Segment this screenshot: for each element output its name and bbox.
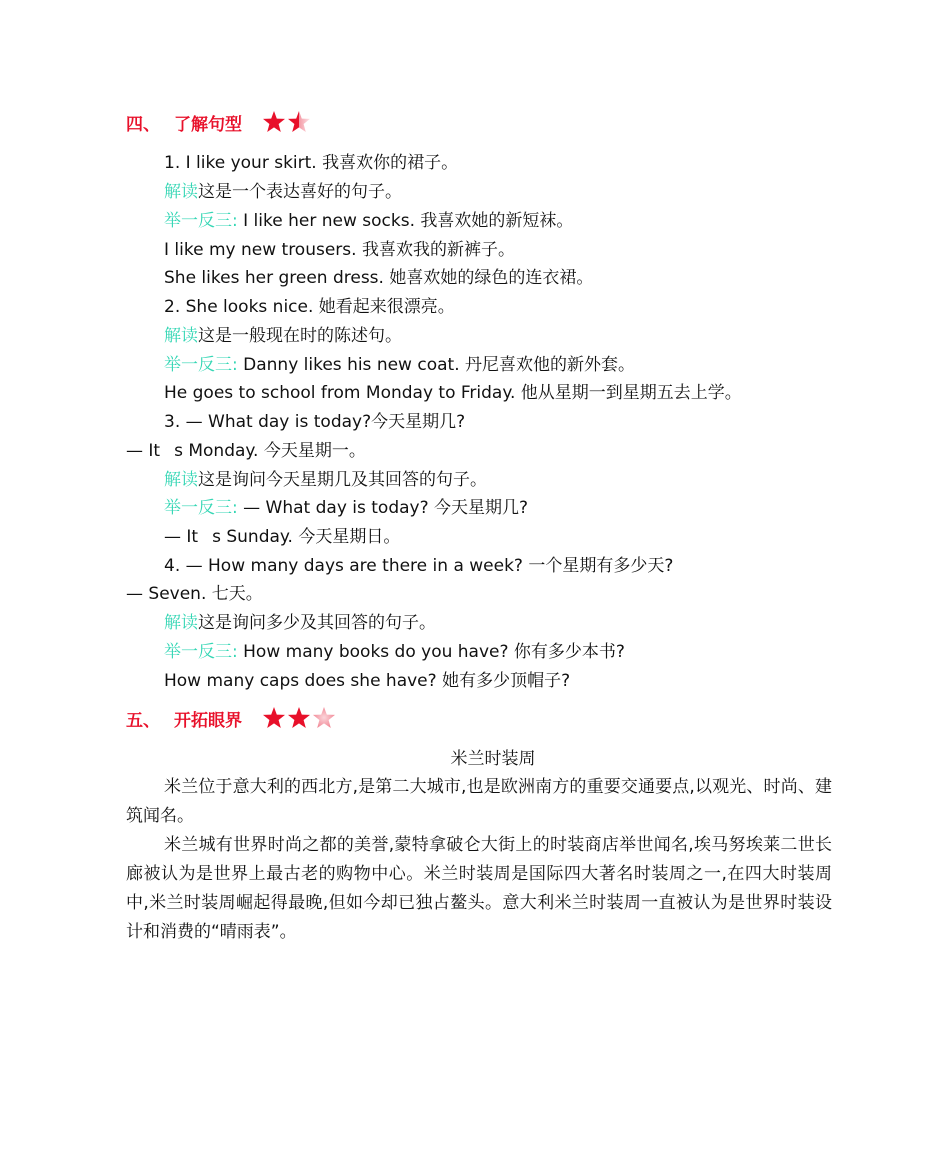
difficulty-rating bbox=[262, 110, 312, 134]
article-paragraph: 米兰位于意大利的西北方,是第二大城市,也是欧洲南方的重要交通要点,以观光、时尚、建筑闻名。 bbox=[126, 777, 832, 826]
section-title: 了解句型 bbox=[174, 114, 242, 135]
example-line: How many caps does she have? 她有多少顶帽子? bbox=[164, 671, 571, 691]
article-paragraph: 米兰城有世界时尚之都的美誉,蒙特拿破仑大街上的时装商店举世闻名,埃马努埃莱二世长廊被认为是世界上最古老的购物中心。米兰时装周是国际四大著名时装周之一,在四大时装周中,米兰时装周崛起得最晚,但如今却已独占鳌头。意大利米兰时装周一直被认为是世界时装设计和消费的“晴雨表”。 bbox=[126, 835, 832, 942]
tag-explain: 解读 bbox=[164, 613, 198, 633]
answer-line: — Seven. 七天。 bbox=[126, 584, 263, 604]
example-line: 举一反三: Danny likes his new coat. 丹尼喜欢他的新外套。 bbox=[164, 355, 636, 375]
section-heading-5 bbox=[126, 703, 337, 733]
tag-explain: 解读 bbox=[164, 326, 198, 346]
star-filled-icon bbox=[262, 110, 286, 134]
article-title: 米兰时装周 bbox=[450, 749, 536, 769]
tag-examples: 举一反三: bbox=[164, 355, 238, 375]
explanation-line: 解读这是询问今天星期几及其回答的句子。 bbox=[164, 470, 487, 490]
example-line: She likes her green dress. 她喜欢她的绿色的连衣裙。 bbox=[164, 268, 594, 288]
section-heading-4 bbox=[126, 107, 312, 137]
explanation-line: 解读这是询问多少及其回答的句子。 bbox=[164, 613, 436, 633]
star-filled-icon bbox=[262, 706, 286, 730]
section-title: 开拓眼界 bbox=[174, 710, 242, 731]
example-line: 举一反三: I like her new socks. 我喜欢她的新短袜。 bbox=[164, 211, 574, 231]
difficulty-rating bbox=[262, 706, 337, 730]
tag-explain: 解读 bbox=[164, 470, 198, 490]
sentence-line: 2. She looks nice. 她看起来很漂亮。 bbox=[164, 297, 455, 317]
tag-examples: 举一反三: bbox=[164, 211, 238, 231]
star-half-icon bbox=[287, 110, 311, 134]
explanation-line: 解读这是一般现在时的陈述句。 bbox=[164, 326, 402, 346]
section-number: 五、 bbox=[126, 710, 160, 731]
star-faded-icon bbox=[312, 706, 336, 730]
sentence-line: 4. — How many days are there in a week? 一个星期有多少天? bbox=[164, 556, 674, 576]
tag-examples: 举一反三: bbox=[164, 642, 238, 662]
explanation-line: 解读这是一个表达喜好的句子。 bbox=[164, 182, 402, 202]
example-line: — It s Sunday. 今天星期日。 bbox=[164, 527, 401, 547]
section-number: 四、 bbox=[126, 114, 160, 135]
tag-examples: 举一反三: bbox=[164, 498, 238, 518]
tag-explain: 解读 bbox=[164, 182, 198, 202]
example-line: He goes to school from Monday to Friday. 他从星期一到星期五去上学。 bbox=[164, 383, 742, 403]
example-line: 举一反三: How many books do you have? 你有多少本书? bbox=[164, 642, 625, 662]
sentence-line: 1. I like your skirt. 我喜欢你的裙子。 bbox=[164, 153, 459, 173]
star-filled-icon bbox=[287, 706, 311, 730]
answer-line: — It s Monday. 今天星期一。 bbox=[126, 441, 366, 461]
sentence-line: 3. — What day is today?今天星期几? bbox=[164, 412, 466, 432]
example-line: 举一反三: — What day is today? 今天星期几? bbox=[164, 498, 529, 518]
example-line: I like my new trousers. 我喜欢我的新裤子。 bbox=[164, 240, 515, 260]
